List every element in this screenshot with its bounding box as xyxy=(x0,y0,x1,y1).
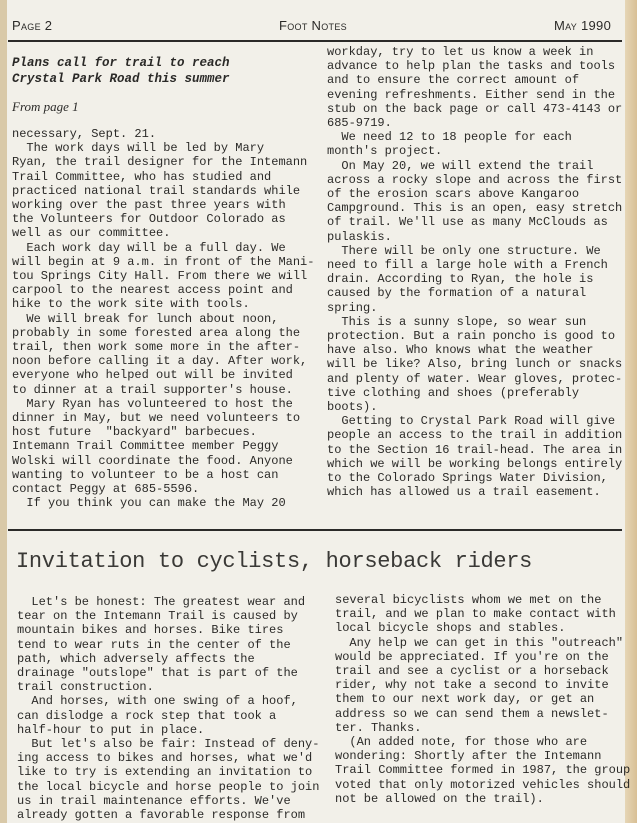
text-line: will begin at 9 a.m. in front of the Mani- xyxy=(12,254,315,269)
text-line: working over the past three years with xyxy=(12,198,286,213)
text-line: ter. Thanks. xyxy=(335,720,422,735)
continuation-note: From page 1 xyxy=(12,99,79,114)
article2-column-right xyxy=(335,593,630,806)
text-line: path, which adversely affects the xyxy=(17,651,255,666)
text-line: trail, and we plan to make contact with xyxy=(335,607,616,622)
text-line: them to our next work day, or get an xyxy=(335,692,595,707)
article2-title: Invitation to cyclists, horseback riders xyxy=(16,549,533,574)
text-line: voted that only motorized vehicles should xyxy=(335,777,631,792)
text-line: ing access to bikes and horses, what we'd xyxy=(17,751,313,766)
text-line: half-hour to put in place. xyxy=(17,722,205,737)
text-line: and plenty of water. Wear gloves, protec- xyxy=(327,371,623,386)
text-line: several bicyclists whom we met on the xyxy=(335,593,602,607)
text-line: drain. According to Ryan, the hole is xyxy=(327,272,594,287)
text-line: caused by the formation of a natural xyxy=(327,286,587,301)
text-line: advance to help plan the tasks and tools xyxy=(327,59,616,74)
article2-column-left xyxy=(17,595,319,822)
text-line: local bicycle shops and stables. xyxy=(335,621,566,636)
text-line: practiced national trail standards while xyxy=(12,183,301,198)
text-line: people an access to the trail in addition xyxy=(327,428,623,443)
text-line: workday, try to let us know a week in xyxy=(327,45,594,59)
text-line: month's project. xyxy=(327,144,443,159)
text-line: tou Springs City Hall. From there we will xyxy=(12,269,308,284)
text-line: probably in some forested area along the xyxy=(12,325,301,340)
text-line: dinner in May, but we need volunteers to xyxy=(12,411,301,426)
text-line: tend to wear ruts in the center of the xyxy=(17,637,291,652)
text-line: which has allowed us a trail easement. xyxy=(327,485,601,500)
issue-date-text: May 1990 xyxy=(554,18,612,33)
header-rule xyxy=(8,40,622,42)
text-line: host future "backyard" barbecues. xyxy=(12,425,257,440)
text-line: This is a sunny slope, so wear sun xyxy=(327,314,587,329)
text-line: wondering: Shortly after the Intemann xyxy=(335,749,602,764)
text-line: protection. But a rain poncho is good to xyxy=(327,329,616,344)
text-line: noon before calling it a day. After work, xyxy=(12,354,308,369)
section-divider xyxy=(8,529,622,531)
text-line: Any help we can get in this "outreach" xyxy=(335,635,624,650)
paper-edge-left xyxy=(0,0,7,823)
text-line: Trail Committee formed in 1987, the group xyxy=(335,763,631,778)
text-line: trail construction. xyxy=(17,680,154,695)
text-line: not be allowed on the trail). xyxy=(335,791,544,806)
text-line: boots). xyxy=(327,400,378,415)
text-line: the Volunteers for Outdoor Colorado as xyxy=(12,212,286,227)
text-line: of the erosion scars above Kangaroo xyxy=(327,187,580,202)
text-line: necessary, Sept. 21. xyxy=(12,127,157,141)
text-line: And horses, with one swing of a hoof, xyxy=(17,694,298,709)
text-line: which we will be working belongs entirely xyxy=(327,456,623,471)
text-line: Trail Committee, who has studied and xyxy=(12,169,272,184)
text-line: The work days will be led by Mary xyxy=(12,141,265,156)
text-line: to dinner at a trail supporter's house. xyxy=(12,382,293,397)
text-line: like to try is extending an invitation to xyxy=(17,765,313,780)
text-line: tear on the Intemann Trail is caused by xyxy=(17,609,298,624)
page-number xyxy=(12,18,52,33)
text-line: rider, why not take a second to invite xyxy=(335,678,609,693)
text-line: Wolski will coordinate the food. Anyone xyxy=(12,453,293,468)
text-line: We need 12 to 18 people for each xyxy=(327,130,572,145)
issue-date xyxy=(554,18,611,33)
text-line: drainage "outslope" that is part of the xyxy=(17,666,298,681)
text-line: hike to the work site with tools. xyxy=(12,297,250,312)
page-number-text: Page 2 xyxy=(12,18,53,33)
text-line: Getting to Crystal Park Road will give xyxy=(327,414,616,429)
headline-line: Plans call for trail to reach xyxy=(12,56,230,70)
text-line: There will be only one structure. We xyxy=(327,243,601,258)
text-line: spring. xyxy=(327,300,378,315)
text-line: mountain bikes and horses. Bike tires xyxy=(17,623,284,638)
text-line: Each work day will be a full day. We xyxy=(12,240,286,255)
text-line: But let's also be fair: Instead of deny- xyxy=(17,737,320,752)
text-line: (An added note, for those who are xyxy=(335,735,588,750)
text-line: have also. Who knows what the weather xyxy=(327,343,594,358)
text-line: tive clothing and shoes (preferably xyxy=(327,385,580,400)
text-line: will be like? Also, bring lunch or snacks xyxy=(327,357,623,372)
text-line: would be appreciated. If you're on the xyxy=(335,649,609,664)
text-line: carpool to the nearest access point and xyxy=(12,283,293,298)
text-line: trail, then work some more in the after- xyxy=(12,340,301,355)
text-line: If you think you can make the May 20 xyxy=(12,496,286,511)
text-line: and to ensure the correct amount of xyxy=(327,73,580,88)
text-line: Mary Ryan has volunteered to host the xyxy=(12,396,293,411)
text-line: contact Peggy at 685-5596. xyxy=(12,482,200,497)
text-line: 685-9719. xyxy=(327,116,392,131)
headline-line: Crystal Park Road this summer xyxy=(12,72,230,86)
text-line: Let's be honest: The greatest wear and xyxy=(17,595,306,609)
text-line: pulaskis. xyxy=(327,229,392,244)
text-line: trail and see a cyclist or a horseback xyxy=(335,664,609,679)
text-line: address so we can send them a newslet- xyxy=(335,706,609,721)
text-line: to the Colorado Springs Water Division, xyxy=(327,471,608,486)
text-line: Intemann Trail Committee member Peggy xyxy=(12,439,279,454)
newsletter-title-text: Foot Notes xyxy=(279,18,347,33)
text-line: of trail. We'll use as many McClouds as xyxy=(327,215,608,230)
text-line: can dislodge a rock step that took a xyxy=(17,708,277,723)
newsletter-title xyxy=(279,18,347,33)
text-line: well as our committee. xyxy=(12,226,171,241)
text-line: On May 20, we will extend the trail xyxy=(327,158,594,173)
text-line: stub on the back page or call 473-4143 or xyxy=(327,101,623,116)
text-line: wanting to volunteer to be a host can xyxy=(12,467,279,482)
text-line: us in trail maintenance efforts. We've xyxy=(17,793,291,808)
text-line: We will break for lunch about noon, xyxy=(12,311,279,326)
text-line: evening refreshments. Either send in the xyxy=(327,87,616,102)
text-line: to the Section 16 trail-head. The area in xyxy=(327,442,623,457)
text-line: Ryan, the trail designer for the Intemann xyxy=(12,155,308,170)
text-line: across a rocky slope and across the first xyxy=(327,172,623,187)
article-headline xyxy=(12,55,230,87)
text-line: need to fill a large hole with a French xyxy=(327,258,608,273)
article1-column-right xyxy=(327,45,622,500)
text-line: everyone who helped out will be invited xyxy=(12,368,293,383)
text-line: Campground. This is an open, easy stretch xyxy=(327,201,623,216)
article1-column-left xyxy=(12,127,314,510)
text-line: the local bicycle and horse people to join xyxy=(17,779,320,794)
text-line: already gotten a favorable response from xyxy=(17,808,306,823)
